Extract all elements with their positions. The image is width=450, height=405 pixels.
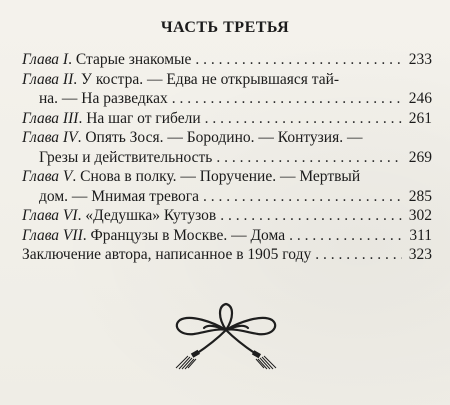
toc-entry-chapter-1: Глава I . Старые знакомые . . . 233 (22, 50, 432, 70)
page-number: 323 (408, 246, 432, 263)
page-number: 285 (408, 187, 432, 205)
toc-entry-chapter-2: Глава II . У костра. — Едва не открывшаяся тай- (22, 70, 340, 88)
chapter-label: Глава V (22, 168, 73, 185)
dot-leader (205, 109, 402, 129)
toc-entry-chapter-3: Глава III . На шаг от гибели . . . 261 (22, 109, 432, 129)
chapter-label: Глава III (22, 109, 79, 127)
chapter-title: Опять Зося. — Бородино. — Контузия. — (85, 129, 363, 146)
chapter-title: Старые знакомые (75, 51, 192, 68)
chapter-label: Глава II (22, 70, 74, 88)
toc-entry-chapter-6: Глава VI . «Дедушка» Кутузов . . . 302 (22, 206, 432, 226)
chapter-label: Глава VI (22, 207, 78, 224)
chapter-label: Глава VII (22, 226, 83, 244)
page-number: 261 (408, 109, 432, 127)
toc-entry-chapter-4: Глава IV . Опять Зося. — Бородино. — Контузия. — (22, 129, 363, 146)
chapter-title: «Дедушка» Кутузов (85, 207, 217, 224)
page-number: 233 (408, 51, 432, 68)
chapter-label: Глава IV (22, 129, 78, 146)
dot-leader (220, 206, 402, 226)
dot-leader (203, 187, 402, 207)
toc-entry-chapter-2-cont (22, 89, 432, 109)
part-heading: ЧАСТЬ ТРЕТЬЯ (160, 19, 290, 36)
toc-entry-conclusion (22, 245, 432, 265)
chapter-title-continued: на. — На разведках (39, 90, 168, 107)
dot-leader (216, 148, 402, 168)
toc-entry-chapter-4-cont (22, 148, 432, 168)
dot-leader (172, 89, 402, 109)
page-number: 311 (409, 226, 432, 244)
knot-tassel-ornament-icon (168, 300, 284, 370)
page-number: 269 (408, 148, 432, 166)
toc-entry-chapter-7: Глава VII . Французы в Москве. — Дома . . . 311 (22, 226, 432, 246)
page-number: 246 (408, 90, 432, 107)
table-of-contents (22, 50, 432, 265)
chapter-label: Глава I (22, 51, 69, 68)
dot-leader (289, 226, 402, 246)
chapter-title-continued: дом. — Мнимая тревога (39, 187, 200, 205)
chapter-title-continued: Грезы и действительность (39, 148, 213, 166)
chapter-title: На шаг от гибели (86, 109, 201, 127)
dot-leader (315, 245, 402, 265)
page-number: 302 (408, 207, 432, 224)
toc-entry-chapter-5: Глава V . Снова в полку. — Поручение. — Мертвый (22, 168, 361, 185)
dot-leader (195, 50, 402, 70)
chapter-title: У костра. — Едва не открывшаяся тай- (81, 70, 340, 88)
chapter-title: Французы в Москве. — Дома (90, 226, 286, 244)
chapter-title: Снова в полку. — Поручение. — Мертвый (80, 168, 361, 185)
conclusion-title: Заключение автора, написанное в 1905 году (22, 246, 312, 263)
toc-entry-chapter-5-cont (22, 187, 432, 207)
